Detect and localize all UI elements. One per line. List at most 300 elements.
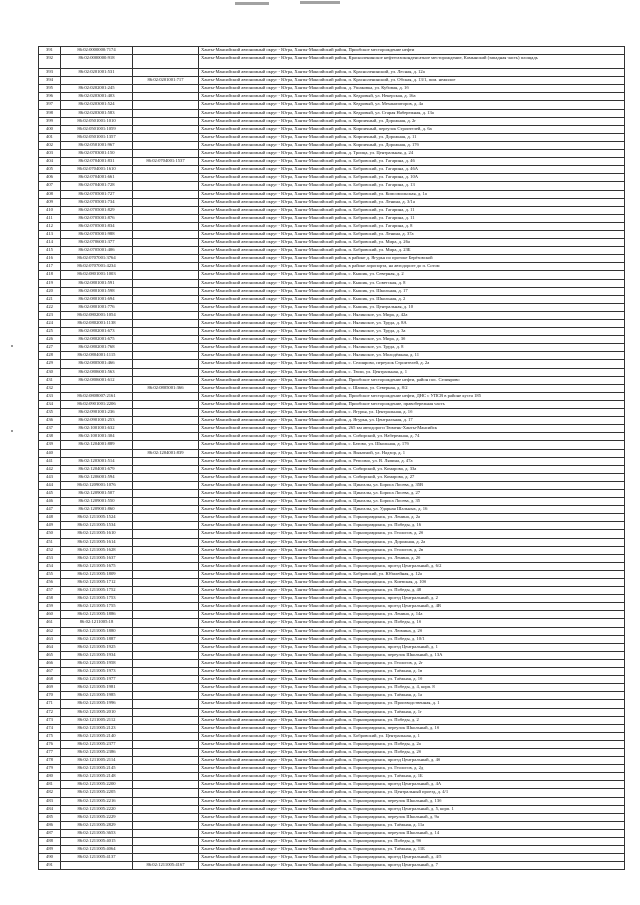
row-number-cell: 413: [39, 230, 61, 238]
cadastral-number-cell: 86:02:1211005:1996: [61, 700, 133, 708]
table-row: [39, 489, 625, 497]
cadastral-number-cell: 86:02:0801001:1003: [61, 271, 133, 279]
address-cell: Ханты-Мансийский автономный округ - Югра, Ханты-Мансийский район, п. Бобровский, ул. Гагарина, д. 8: [199, 222, 625, 230]
second-cadastral-number-cell: [133, 659, 199, 667]
row-number-cell: 415: [39, 247, 61, 255]
second-cadastral-number-cell: [133, 546, 199, 554]
row-number-cell: 455: [39, 570, 61, 578]
table-row: [39, 255, 625, 263]
address-cell: Ханты-Мансийский автономный округ - Югра, Ханты-Мансийский район, п. Горноправдинск, ул. Ленина, д. 2а: [199, 514, 625, 522]
cadastral-number-cell: 86:02:1211005:1886: [61, 611, 133, 619]
cadastral-number-cell: 86:02:0705001:834: [61, 222, 133, 230]
address-cell: Ханты-Мансийский автономный округ - Югра, Ханты-Мансийский район, п. Бобровский, ул. Центральная, д. 1: [199, 732, 625, 740]
row-number-cell: 394: [39, 77, 61, 85]
address-cell: Ханты-Мансийский автономный округ - Югра, Ханты-Мансийский район, п. Красноленинский, ул. Лесная, д. 12а: [199, 69, 625, 77]
cadastral-number-cell: 86:02:1211005:2010: [61, 708, 133, 716]
second-cadastral-number-cell: [133, 579, 199, 587]
table-row: [39, 311, 625, 319]
row-number-cell: 417: [39, 263, 61, 271]
row-number-cell: 447: [39, 506, 61, 514]
second-cadastral-number-cell: [133, 587, 199, 595]
row-number-cell: 392: [39, 55, 61, 69]
row-number-cell: 395: [39, 85, 61, 93]
second-cadastral-number-cell: [133, 222, 199, 230]
address-cell: Ханты-Мансийский автономный округ - Югра, Ханты-Мансийский район, п. Сибирский, ул. Комарова, д. 33а: [199, 465, 625, 473]
table-row: [39, 643, 625, 651]
table-row: [39, 651, 625, 659]
row-number-cell: 465: [39, 651, 61, 659]
address-cell: Ханты-Мансийский автономный округ - Югра, Ханты-Мансийский район, п. Горноправдинск, ул. Таёжная, д. 11а: [199, 821, 625, 829]
cadastral-number-cell: 86:02:0801001:776: [61, 303, 133, 311]
address-cell: Ханты-Мансийский автономный округ - Югра, Ханты-Мансийский район, Приобское месторождение нефти, ДНС с УПСВ в районе куста 185: [199, 392, 625, 400]
second-cadastral-number-cell: [133, 627, 199, 635]
second-cadastral-number-cell: 86:02:0805001:366: [133, 384, 199, 392]
address-cell: Ханты-Мансийский автономный округ - Югра, Ханты-Мансийский район, п. Горноправдинск, проезд Центральный, д. 2: [199, 595, 625, 603]
table-row: [39, 239, 625, 247]
table-row: [39, 77, 625, 85]
table-row: [39, 668, 625, 676]
second-cadastral-number-cell: [133, 368, 199, 376]
row-number-cell: 473: [39, 716, 61, 724]
row-number-cell: 487: [39, 829, 61, 837]
row-number-cell: 463: [39, 635, 61, 643]
row-number-cell: 433: [39, 392, 61, 400]
table-row: [39, 441, 625, 449]
row-number-cell: 439: [39, 441, 61, 449]
row-number-cell: 474: [39, 724, 61, 732]
address-cell: Ханты-Мансийский автономный округ - Югра, Ханты-Мансийский район, с. Кышик, ул. Школьная, д. 17: [199, 287, 625, 295]
table-row: [39, 716, 625, 724]
address-cell: Ханты-Мансийский автономный округ - Югра, Ханты-Мансийский район, п. Бобровский, ул. Гагарина, д. 10А: [199, 174, 625, 182]
second-cadastral-number-cell: [133, 287, 199, 295]
cadastral-number-cell: 86:02:1211005:3653: [61, 829, 133, 837]
second-cadastral-number-cell: [133, 635, 199, 643]
table-row: [39, 805, 625, 813]
second-cadastral-number-cell: [133, 125, 199, 133]
table-row: [39, 765, 625, 773]
table-row: [39, 692, 625, 700]
row-number-cell: 440: [39, 449, 61, 457]
row-number-cell: 446: [39, 498, 61, 506]
row-number-cell: 435: [39, 409, 61, 417]
second-cadastral-number-cell: [133, 789, 199, 797]
second-cadastral-number-cell: [133, 781, 199, 789]
address-cell: Ханты-Мансийский автономный округ - Югра, Ханты-Мансийский район, п. Красноленинский, ул. Обская, д. 13/1, пом. нежилое: [199, 77, 625, 85]
address-cell: Ханты-Мансийский автономный округ - Югра, Ханты-Мансийский район, п. Горноправдинск, ул. Победы, д. 2а: [199, 740, 625, 748]
row-number-cell: 477: [39, 748, 61, 756]
row-number-cell: 430: [39, 368, 61, 376]
address-cell: Ханты-Мансийский автономный округ - Югра, Ханты-Мансийский район, п. Цингалы, ул. Бориса Лосева, д. 35: [199, 498, 625, 506]
table-row: [39, 829, 625, 837]
table-row: [39, 676, 625, 684]
cadastral-number-cell: 86:02:1209001:550: [61, 498, 133, 506]
address-cell: Ханты-Мансийский автономный округ - Югра, Ханты-Мансийский район, п. Горноправдинск, ул. Геологов, д. 2д: [199, 765, 625, 773]
second-cadastral-number-cell: [133, 182, 199, 190]
address-cell: Ханты-Мансийский автономный округ - Югра, Ханты-Мансийский район, п. Горноправдинск, проезд Центральный, д. 7: [199, 862, 625, 870]
table-row: [39, 465, 625, 473]
second-cadastral-number-cell: [133, 522, 199, 530]
second-cadastral-number-cell: [133, 668, 199, 676]
cadastral-number-cell: 86:02:1211005:4064: [61, 846, 133, 854]
cadastral-number-cell: [61, 862, 133, 870]
table-row: [39, 230, 625, 238]
table-row: [39, 336, 625, 344]
row-number-cell: 393: [39, 69, 61, 77]
second-cadastral-number-cell: [133, 109, 199, 117]
cadastral-number-cell: 86:02:1209001:1076: [61, 481, 133, 489]
cadastral-number-cell: 86:02:1211005:1610: [61, 530, 133, 538]
row-number-cell: 469: [39, 684, 61, 692]
table-row: [39, 47, 625, 55]
table-row: [39, 546, 625, 554]
table-row: [39, 789, 625, 797]
table-row: [39, 587, 625, 595]
table-row: [39, 708, 625, 716]
address-cell: Ханты-Мансийский автономный округ - Югра, Ханты-Мансийский район, п. Горноправдинск, ул. Таёжная, д. 11Б: [199, 846, 625, 854]
row-number-cell: 410: [39, 206, 61, 214]
cadastral-number-cell: 86:02:1211005:1534: [61, 522, 133, 530]
row-number-cell: 405: [39, 166, 61, 174]
address-cell: Ханты-Мансийский автономный округ - Югра, Ханты-Мансийский район, п. Бобровский, ул. Мира, д. 23Б: [199, 247, 625, 255]
address-cell: Ханты-Мансийский автономный округ - Югра, Ханты-Мансийский район, п. Бобровский, ул. Мира, д. 26а: [199, 239, 625, 247]
address-cell: Ханты-Мансийский автономный округ - Югра, Ханты-Мансийский район, п. Цингалы, ул. Бориса Лосева, д. 27: [199, 489, 625, 497]
row-number-cell: 448: [39, 514, 61, 522]
cadastral-number-cell: 86:02:1211005:1958: [61, 659, 133, 667]
row-number-cell: 426: [39, 336, 61, 344]
cadastral-number-cell: 86:02:1204001:889: [61, 441, 133, 449]
address-cell: Ханты-Мансийский автономный округ - Югра, Ханты-Мансийский район, п. Горноправдинск, ул. Геологов, д. 2г: [199, 659, 625, 667]
row-number-cell: 453: [39, 554, 61, 562]
address-cell: Ханты-Мансийский автономный округ - Югра, Ханты-Мансийский район, в районе д. Ягурья по протоке Берёзовской: [199, 255, 625, 263]
address-cell: Ханты-Мансийский автономный округ - Югра, Ханты-Мансийский район, с. Нялинское, ул. Труда, д. 8А: [199, 320, 625, 328]
address-cell: Ханты-Мансийский автономный округ - Югра, Ханты-Мансийский район, 265 км автодороги Тюмень-Ханты-Мансийск: [199, 425, 625, 433]
second-cadastral-number-cell: [133, 55, 199, 69]
row-number-cell: 450: [39, 530, 61, 538]
row-number-cell: 461: [39, 619, 61, 627]
second-cadastral-number-cell: [133, 263, 199, 271]
second-cadastral-number-cell: 86:02:1211005:4167: [133, 862, 199, 870]
table-row: [39, 109, 625, 117]
second-cadastral-number-cell: [133, 489, 199, 497]
row-number-cell: 419: [39, 279, 61, 287]
row-number-cell: 432: [39, 384, 61, 392]
address-cell: Ханты-Мансийский автономный округ - Югра, Ханты-Мансийский район, п. Бобровский, ул. Гагарина, д. 46: [199, 158, 625, 166]
address-cell: Ханты-Мансийский автономный округ - Югра, Ханты-Мансийский район, д. Троица, ул. Центральная, д. 24: [199, 150, 625, 158]
second-cadastral-number-cell: [133, 360, 199, 368]
second-cadastral-number-cell: [133, 425, 199, 433]
second-cadastral-number-cell: [133, 473, 199, 481]
address-cell: Ханты-Мансийский автономный округ - Югра, Ханты-Мансийский район, п. Горноправдинск, ул. Киевская, д. 10б: [199, 579, 625, 587]
table-row: [39, 838, 625, 846]
table-row: [39, 133, 625, 141]
cadastral-number-cell: 86:02:0802001:675: [61, 336, 133, 344]
address-cell: Ханты-Мансийский автономный округ - Югра, Ханты-Мансийский район, п. Горноправдинск, проезд Центральный, д. 4/5: [199, 854, 625, 862]
second-cadastral-number-cell: [133, 352, 199, 360]
table-row: [39, 514, 625, 522]
table-row: [39, 498, 625, 506]
address-cell: Ханты-Мансийский автономный округ - Югра, Ханты-Мансийский район, с. Кышик, ул. Школьная, д. 2: [199, 295, 625, 303]
second-cadastral-number-cell: [133, 214, 199, 222]
second-cadastral-number-cell: [133, 498, 199, 506]
row-number-cell: 478: [39, 757, 61, 765]
address-cell: Ханты-Мансийский автономный округ - Югра, Ханты-Мансийский район, п. Цингалы, ул. Бориса Лосева, д. 35В: [199, 481, 625, 489]
address-cell: Ханты-Мансийский автономный округ - Югра, Ханты-Мансийский район, с. Кышик, ул. Северная, д. 2: [199, 271, 625, 279]
row-number-cell: 436: [39, 417, 61, 425]
table-row: [39, 190, 625, 198]
row-number-cell: 399: [39, 117, 61, 125]
row-number-cell: 479: [39, 765, 61, 773]
table-row: [39, 263, 625, 271]
second-cadastral-number-cell: [133, 101, 199, 109]
address-cell: Ханты-Мансийский автономный округ - Югра, Ханты-Мансийский район, п. Горноправдинск, ул. Дорожная, д. 2а: [199, 538, 625, 546]
table-row: [39, 117, 625, 125]
cadastral-number-cell: 86:02:1211005:1880: [61, 627, 133, 635]
cadastral-number-cell: 86:02:0705001:406: [61, 247, 133, 255]
address-cell: Ханты-Мансийский автономный округ - Югра, Ханты-Мансийский район, п. Горноправдинск, ул. Победы, д. 2: [199, 716, 625, 724]
table-row: [39, 862, 625, 870]
table-row: [39, 433, 625, 441]
row-number-cell: 402: [39, 141, 61, 149]
cadastral-number-cell: 86:02:1211005:2220: [61, 805, 133, 813]
second-cadastral-number-cell: [133, 303, 199, 311]
table-row: [39, 732, 625, 740]
cadastral-number-cell: [61, 384, 133, 392]
address-cell: Ханты-Мансийский автономный округ - Югра, Ханты-Мансийский район, п. Горноправдинск, ул. Победы, д. 4, корп. 8: [199, 684, 625, 692]
table-row: [39, 158, 625, 166]
second-cadastral-number-cell: [133, 765, 199, 773]
cadastral-number-cell: 86:02:1211005:2140: [61, 732, 133, 740]
second-cadastral-number-cell: [133, 854, 199, 862]
second-cadastral-number-cell: [133, 748, 199, 756]
address-cell: Ханты-Мансийский автономный округ - Югра, Ханты-Мансийский район, с. Нялинское, ул. Мира, д. 42а: [199, 311, 625, 319]
second-cadastral-number-cell: [133, 562, 199, 570]
row-number-cell: 459: [39, 603, 61, 611]
cadastral-number-cell: 86:02:1204001:679: [61, 465, 133, 473]
row-number-cell: 466: [39, 659, 61, 667]
second-cadastral-number-cell: [133, 320, 199, 328]
table-row: [39, 125, 625, 133]
second-cadastral-number-cell: [133, 538, 199, 546]
second-cadastral-number-cell: [133, 174, 199, 182]
second-cadastral-number-cell: [133, 392, 199, 400]
address-cell: Ханты-Мансийский автономный округ - Югра, Ханты-Мансийский район, п. Сибирский, ул. Комарова, д. 27: [199, 473, 625, 481]
second-cadastral-number-cell: [133, 295, 199, 303]
address-cell: Ханты-Мансийский автономный округ - Югра, Ханты-Мансийский район, с. Кышик, ул. Центральная, д. 10: [199, 303, 625, 311]
row-number-cell: 475: [39, 732, 61, 740]
table-row: [39, 85, 625, 93]
row-number-cell: 490: [39, 854, 61, 862]
table-row: [39, 611, 625, 619]
second-cadastral-number-cell: [133, 247, 199, 255]
cadastral-number-cell: 86:02:1211005:1753: [61, 595, 133, 603]
address-cell: Ханты-Мансийский автономный округ - Югра, Ханты-Мансийский район, с. Селиярово, переулок Строителей, д. 2а: [199, 360, 625, 368]
row-number-cell: 480: [39, 773, 61, 781]
address-cell: Ханты-Мансийский автономный округ - Югра, Ханты-Мансийский район, п. Горноправдинск, проезд Центральный, д. 5, корп. 1: [199, 805, 625, 813]
address-cell: Ханты-Мансийский автономный округ - Югра, Ханты-Мансийский район, п. Горноправдинск, ул. Люмина, д. 2б: [199, 627, 625, 635]
address-cell: Ханты-Мансийский автономный округ - Югра, Ханты-Мансийский район, п. Выкатной, ул. Надзор, д. 1: [199, 449, 625, 457]
second-cadastral-number-cell: [133, 530, 199, 538]
second-cadastral-number-cell: [133, 700, 199, 708]
table-row: [39, 854, 625, 862]
second-cadastral-number-cell: [133, 417, 199, 425]
row-number-cell: 418: [39, 271, 61, 279]
cadastral-number-cell: 86:02:0000000:7174: [61, 47, 133, 55]
table-row: [39, 457, 625, 465]
address-cell: Ханты-Мансийский автономный округ - Югра, Ханты-Мансийский район, п. Сибирский, ул. Набережная, д. 74: [199, 433, 625, 441]
row-number-cell: 427: [39, 344, 61, 352]
table-row: [39, 449, 625, 457]
row-number-cell: 397: [39, 101, 61, 109]
scan-artifact: [235, 2, 269, 5]
cadastral-number-cell: 86:02:1211005:2148: [61, 773, 133, 781]
address-cell: Ханты-Мансийский автономный округ - Югра, Ханты-Мансийский район, п. Горноправдинск, ул. Таёжная, д. 1г: [199, 708, 625, 716]
cadastral-number-cell: 86:02:0000000:918: [61, 55, 133, 69]
address-cell: Ханты-Мансийский автономный округ - Югра, Ханты-Мансийский район, п. Горноправдинск, ул. Таёжная, д. 1б: [199, 676, 625, 684]
table-row: [39, 55, 625, 69]
address-cell: Ханты-Мансийский автономный округ - Югра, Ханты-Мансийский район, Приобское месторождение, правобережная часть: [199, 400, 625, 408]
address-cell: Ханты-Мансийский автономный округ - Югра, Ханты-Мансийский район, п. Горноправдинск, проезд Центральный, д. 1: [199, 643, 625, 651]
cadastral-number-cell: 86:02:0806001:563: [61, 368, 133, 376]
second-cadastral-number-cell: [133, 611, 199, 619]
cadastral-number-cell: 86:02:1211005:2386: [61, 748, 133, 756]
cadastral-number-cell: 86:02:1211005:1973: [61, 668, 133, 676]
row-number-cell: 471: [39, 700, 61, 708]
second-cadastral-number-cell: [133, 732, 199, 740]
second-cadastral-number-cell: [133, 311, 199, 319]
table-row: [39, 724, 625, 732]
table-row: [39, 740, 625, 748]
table-row: [39, 522, 625, 530]
row-number-cell: 481: [39, 781, 61, 789]
table-row: [39, 579, 625, 587]
address-cell: Ханты-Мансийский автономный округ - Югра, Ханты-Мансийский район, с. Кышик, ул. Советская, д. 8: [199, 279, 625, 287]
second-cadastral-number-cell: [133, 619, 199, 627]
row-number-cell: 462: [39, 627, 61, 635]
address-cell: Ханты-Мансийский автономный округ - Югра, Ханты-Мансийский район, с. Батово, ул. Школьная, д. 17б: [199, 441, 625, 449]
second-cadastral-number-cell: [133, 198, 199, 206]
table-row: [39, 271, 625, 279]
second-cadastral-number-cell: [133, 279, 199, 287]
address-cell: Ханты-Мансийский автономный округ - Югра, Ханты-Мансийский район, п. Бобровский, ул. Гагарина, д. 13: [199, 182, 625, 190]
table-row: [39, 360, 625, 368]
address-cell: Ханты-Мансийский автономный округ - Югра, Ханты-Мансийский район, Приобское месторождение нефти, район пос. Селиярово: [199, 376, 625, 384]
cadastral-number-cell: 86:02:0501001:1357: [61, 133, 133, 141]
table-row: [39, 846, 625, 854]
row-number-cell: 483: [39, 797, 61, 805]
table-row: [39, 595, 625, 603]
address-cell: Ханты-Мансийский автономный округ - Югра, Ханты-Мансийский район, с. Тюли, ул. Центральная, д. 1: [199, 368, 625, 376]
table-row: [39, 392, 625, 400]
address-cell: Ханты-Мансийский автономный округ - Югра, Ханты-Мансийский район, п. Кирпичный, ул. Дорожная, д. 17б: [199, 141, 625, 149]
second-cadastral-number-cell: [133, 69, 199, 77]
second-cadastral-number-cell: [133, 239, 199, 247]
table-row: [39, 757, 625, 765]
cadastral-number-cell: 86:02:0901001:236: [61, 409, 133, 417]
row-number-cell: 414: [39, 239, 61, 247]
row-number-cell: 442: [39, 465, 61, 473]
table-row: [39, 603, 625, 611]
cadastral-number-cell: 86:02:0501001:1059: [61, 125, 133, 133]
cadastral-number-cell: 86:02:1211005:1809: [61, 570, 133, 578]
second-cadastral-number-cell: [133, 514, 199, 522]
table-row: [39, 295, 625, 303]
cadastral-number-cell: 86:02:0203001:524: [61, 101, 133, 109]
second-cadastral-number-cell: [133, 409, 199, 417]
row-number-cell: 444: [39, 481, 61, 489]
row-number-cell: 443: [39, 473, 61, 481]
table-row: [39, 101, 625, 109]
second-cadastral-number-cell: [133, 570, 199, 578]
row-number-cell: 406: [39, 174, 61, 182]
row-number-cell: 398: [39, 109, 61, 117]
second-cadastral-number-cell: [133, 773, 199, 781]
row-number-cell: 437: [39, 425, 61, 433]
cadastral-number-cell: 86:02:0804001:1115: [61, 352, 133, 360]
cadastral-number-cell: 86:02:1203001:514: [61, 457, 133, 465]
address-cell: Ханты-Мансийский автономный округ - Югра, Ханты-Мансийский район, п. Горноправдинск, проезд Центральный, д. 6/2: [199, 562, 625, 570]
second-cadastral-number-cell: [133, 554, 199, 562]
cadastral-number-cell: 86:02:1211005:1752: [61, 587, 133, 595]
table-row: [39, 93, 625, 101]
cadastral-number-cell: 86:02:0201001:531: [61, 69, 133, 77]
second-cadastral-number-cell: [133, 400, 199, 408]
cadastral-number-cell: 86:02:0802001:1138: [61, 320, 133, 328]
cadastral-number-cell: 86:02:1211005:1925: [61, 643, 133, 651]
table-row: [39, 279, 625, 287]
row-number-cell: 391: [39, 47, 61, 55]
second-cadastral-number-cell: [133, 684, 199, 692]
cadastral-number-cell: 86:02:1211005:1985: [61, 692, 133, 700]
table-row: [39, 700, 625, 708]
table-row: [39, 247, 625, 255]
table-row: [39, 797, 625, 805]
table-row: [39, 400, 625, 408]
second-cadastral-number-cell: [133, 805, 199, 813]
cadastral-number-cell: 86:02:1211005:18: [61, 619, 133, 627]
address-cell: Ханты-Мансийский автономный округ - Югра, Ханты-Мансийский район, п. Бобровский, ул. Ленина, д. 3/1а: [199, 198, 625, 206]
address-cell: Ханты-Мансийский автономный округ - Югра, Ханты-Мансийский район, д. Ушаковка, ул. Кубовая, д. 1б: [199, 85, 625, 93]
table-row: [39, 166, 625, 174]
table-row: [39, 320, 625, 328]
address-cell: Ханты-Мансийский автономный округ - Югра, Ханты-Мансийский район, п. Горноправдинск, ул. Победы, д. 2б: [199, 748, 625, 756]
second-cadastral-number-cell: [133, 708, 199, 716]
table-row: [39, 206, 625, 214]
table-row: [39, 506, 625, 514]
address-cell: Ханты-Мансийский автономный округ - Югра, Ханты-Мансийский район, п. Горноправдинск, переулок Школьный, д. 13б: [199, 797, 625, 805]
row-number-cell: 401: [39, 133, 61, 141]
address-cell: Ханты-Мансийский автономный округ - Югра, Ханты-Мансийский район, с. Нялинское, ул. Молодёжная, д. 11: [199, 352, 625, 360]
address-cell: Ханты-Мансийский автономный округ - Югра, Ханты-Мансийский район, п. Кедровый, ул. Некерская, д. 16а: [199, 93, 625, 101]
row-number-cell: 441: [39, 457, 61, 465]
row-number-cell: 424: [39, 320, 61, 328]
address-cell: Ханты-Мансийский автономный округ - Югра, Ханты-Мансийский район, п. Бобровский, ул. Ленина, д. 37а: [199, 230, 625, 238]
address-cell: Ханты-Мансийский автономный округ - Югра, Ханты-Мансийский район, п. Бобровский, ул. Гагарина, д. 11: [199, 206, 625, 214]
second-cadastral-number-cell: [133, 271, 199, 279]
row-number-cell: 456: [39, 579, 61, 587]
table-row: [39, 562, 625, 570]
cadastral-number-cell: 86:02:0501001:967: [61, 141, 133, 149]
cadastral-number-cell: 86:02:0202001:245: [61, 85, 133, 93]
row-number-cell: 421: [39, 295, 61, 303]
cadastral-number-cell: 86:02:1211005:1755: [61, 603, 133, 611]
row-number-cell: 400: [39, 125, 61, 133]
address-cell: Ханты-Мансийский автономный округ - Югра, Ханты-Мансийский район, п. Репсимо, ул. В. Ляпина, д. 47а: [199, 457, 625, 465]
address-cell: Ханты-Мансийский автономный округ - Югра, Ханты-Мансийский район, п. Горноправдинск, ул. Таёжная, д. 1Б: [199, 773, 625, 781]
cadastral-number-cell: 86:02:0901001:2206: [61, 400, 133, 408]
cadastral-number-cell: 86:02:1211005:2377: [61, 740, 133, 748]
row-number-cell: 482: [39, 789, 61, 797]
address-cell: Ханты-Мансийский автономный округ - Югра, Ханты-Мансийский район, п. Кирпичный, ул. Дорожная, д. 11: [199, 133, 625, 141]
